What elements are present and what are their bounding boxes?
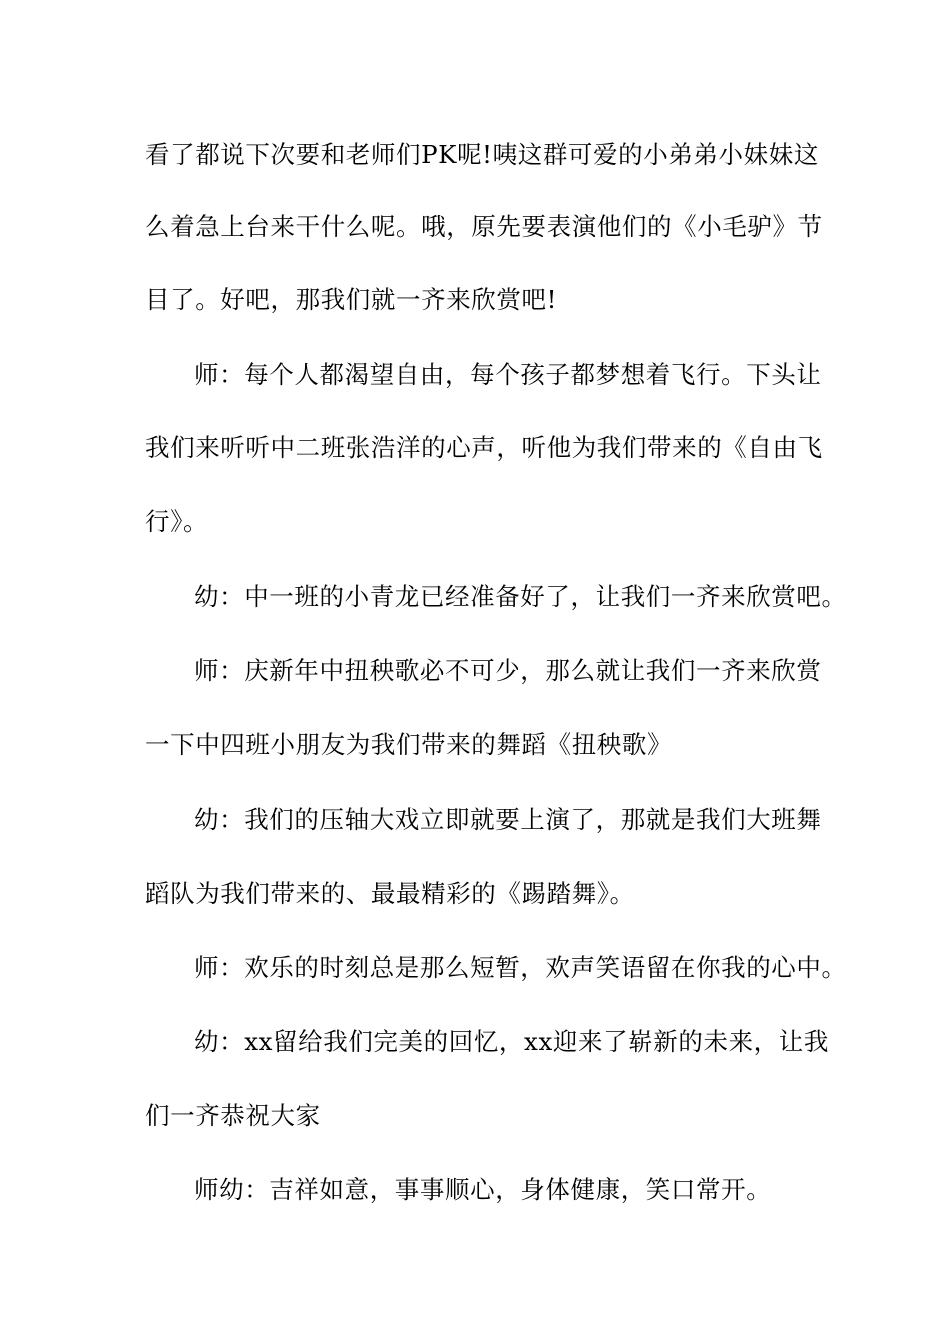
text-line: 们一齐恭祝大家 bbox=[145, 1101, 321, 1130]
text-line: 师：每个人都渴望自由，每个孩子都梦想着飞行。下头让 bbox=[194, 360, 822, 389]
text-line: 一下中四班小朋友为我们带来的舞蹈《扭秧歌》 bbox=[145, 730, 673, 759]
text-line: 行》。 bbox=[145, 507, 209, 536]
text-line: 师：庆新年中扭秧歌必不可少，那么就让我们一齐来欣赏 bbox=[194, 656, 822, 685]
text-line: 蹈队为我们带来的、最最精彩的《踢踏舞》。 bbox=[145, 879, 635, 908]
text-line: 师幼：吉祥如意，事事顺心，身体健康，笑口常开。 bbox=[194, 1175, 772, 1204]
text-line: 看了都说下次要和老师们PK呢!咦这群可爱的小弟弟小妹妹这 bbox=[145, 140, 819, 169]
text-line: 目了。好吧，那我们就一齐来欣赏吧! bbox=[145, 285, 558, 314]
text-line: 师：欢乐的时刻总是那么短暂，欢声笑语留在你我的心中。 bbox=[194, 953, 847, 982]
text-line: 幼：我们的压轴大戏立即就要上演了，那就是我们大班舞 bbox=[194, 805, 822, 834]
text-line: 么着急上台来干什么呢。哦，原先要表演他们的《小毛驴》节 bbox=[145, 212, 823, 241]
text-line: 幼：中一班的小青龙已经准备好了，让我们一齐来欣赏吧。 bbox=[194, 582, 847, 611]
text-line: 我们来听听中二班张浩洋的心声，听他为我们带来的《自由飞 bbox=[145, 433, 823, 462]
text-line: 幼：xx留给我们完美的回忆，xx迎来了崭新的未来，让我 bbox=[194, 1027, 829, 1056]
